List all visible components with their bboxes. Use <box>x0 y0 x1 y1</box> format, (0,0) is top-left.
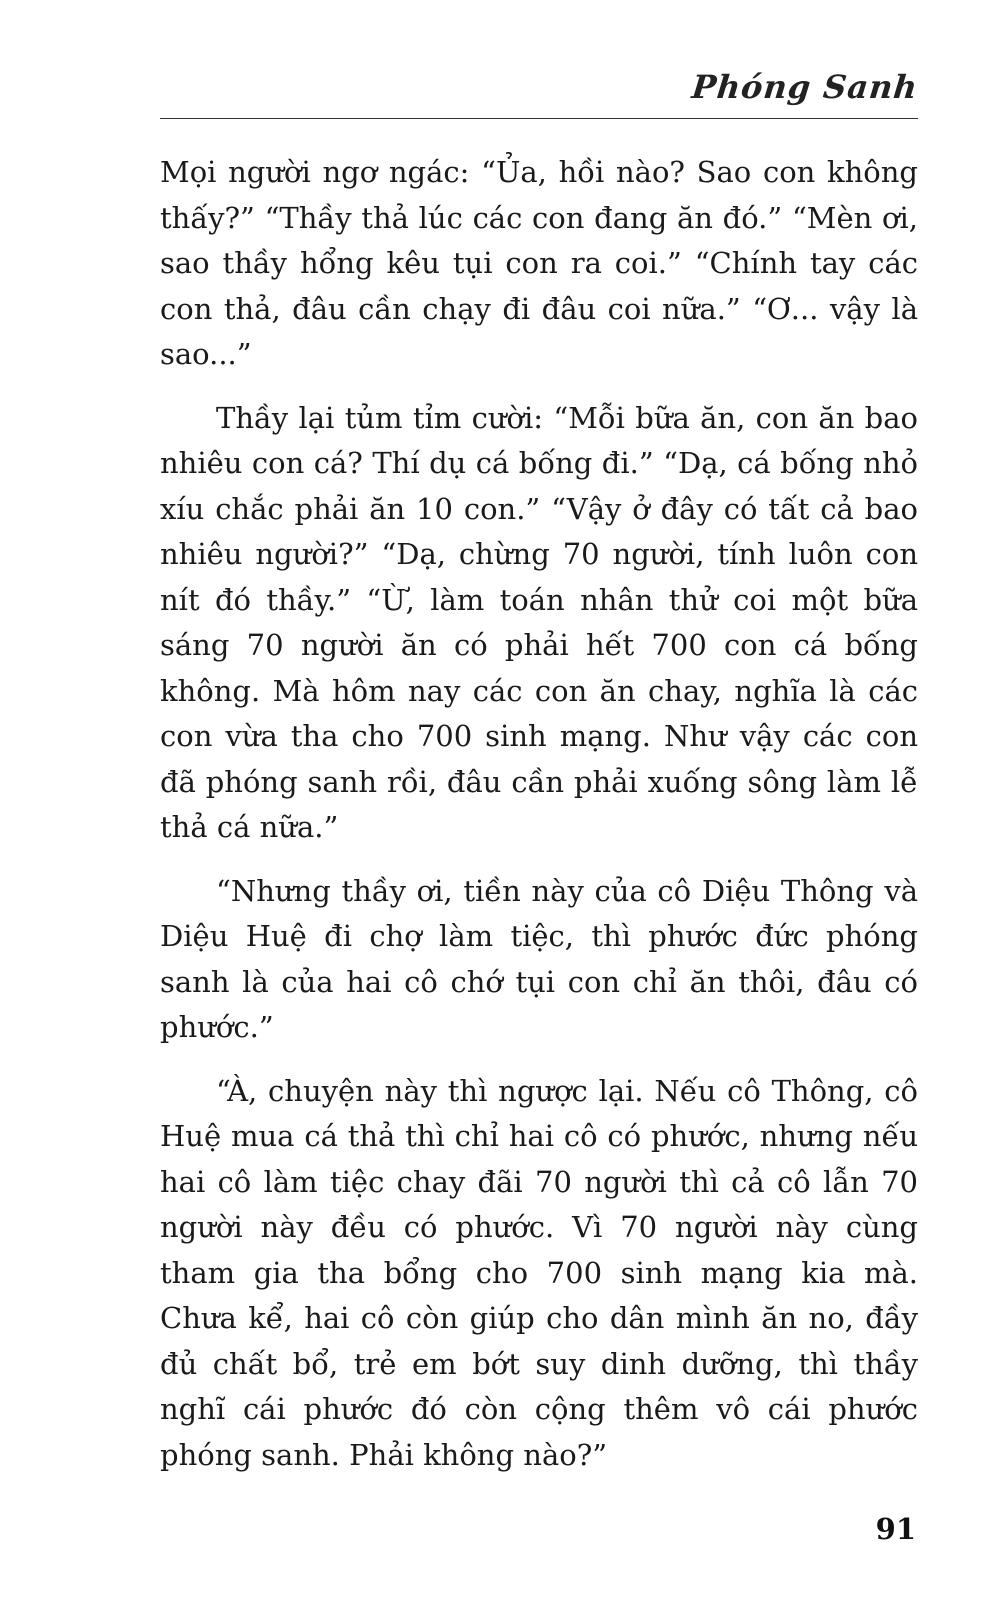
page-number: 91 <box>875 1512 916 1546</box>
page-body <box>160 150 918 1496</box>
paragraph: “À, chuyện này thì ngược lại. Nếu cô Thông, cô Huệ mua cá thả thì chỉ hai cô có phước, nhưng nếu hai cô làm tiệc chay đãi 70 người thì cả cô lẫn 70 người này đều có phước. Vì 70 người này cùng tham gia tha bổng cho 700 sinh mạng kia mà. Chưa kể, hai cô còn giúp cho dân mình ăn no, đầy đủ chất bổ, trẻ em bớt suy dinh dưỡng, thì thầy nghĩ cái phước đó còn cộng thêm vô cái phước phóng sanh. Phải không nào?” <box>160 1073 918 1472</box>
running-header-title: Phóng Sanh <box>690 68 920 106</box>
paragraph: Mọi người ngơ ngác: “Ủa, hồi nào? Sao con không thấy?” “Thầy thả lúc các con đang ăn đó.” “Mèn ơi, sao thầy hổng kêu tụi con ra coi.” “Chính tay các con thả, đâu cần chạy đi đâu coi nữa.” “Ơ... vậy là sao...” <box>160 155 918 371</box>
paragraph: “Nhưng thầy ơi, tiền này của cô Diệu Thông và Diệu Huệ đi chợ làm tiệc, thì phước đức phóng sanh là của hai cô chớ tụi con chỉ ăn thôi, đâu có phước.” <box>160 873 918 1044</box>
paragraph: Thầy lại tủm tỉm cười: “Mỗi bữa ăn, con ăn bao nhiêu con cá? Thí dụ cá bống đi.” “Dạ, cá bống nhỏ xíu chắc phải ăn 10 con.” “Vậy ở đây có tất cả bao nhiêu người?” “Dạ, chừng 70 người, tính luôn con nít đó thầy.” “Ừ, làm toán nhân thử coi một bữa sáng 70 người ăn có phải hết 700 con cá bống không. Mà hôm nay các con ăn chay, nghĩa là các con vừa tha cho 700 sinh mạng. Như vậy các con đã phóng sanh rồi, đâu cần phải xuống sông làm lễ thả cá nữa.” <box>160 400 918 844</box>
running-header <box>160 62 918 119</box>
